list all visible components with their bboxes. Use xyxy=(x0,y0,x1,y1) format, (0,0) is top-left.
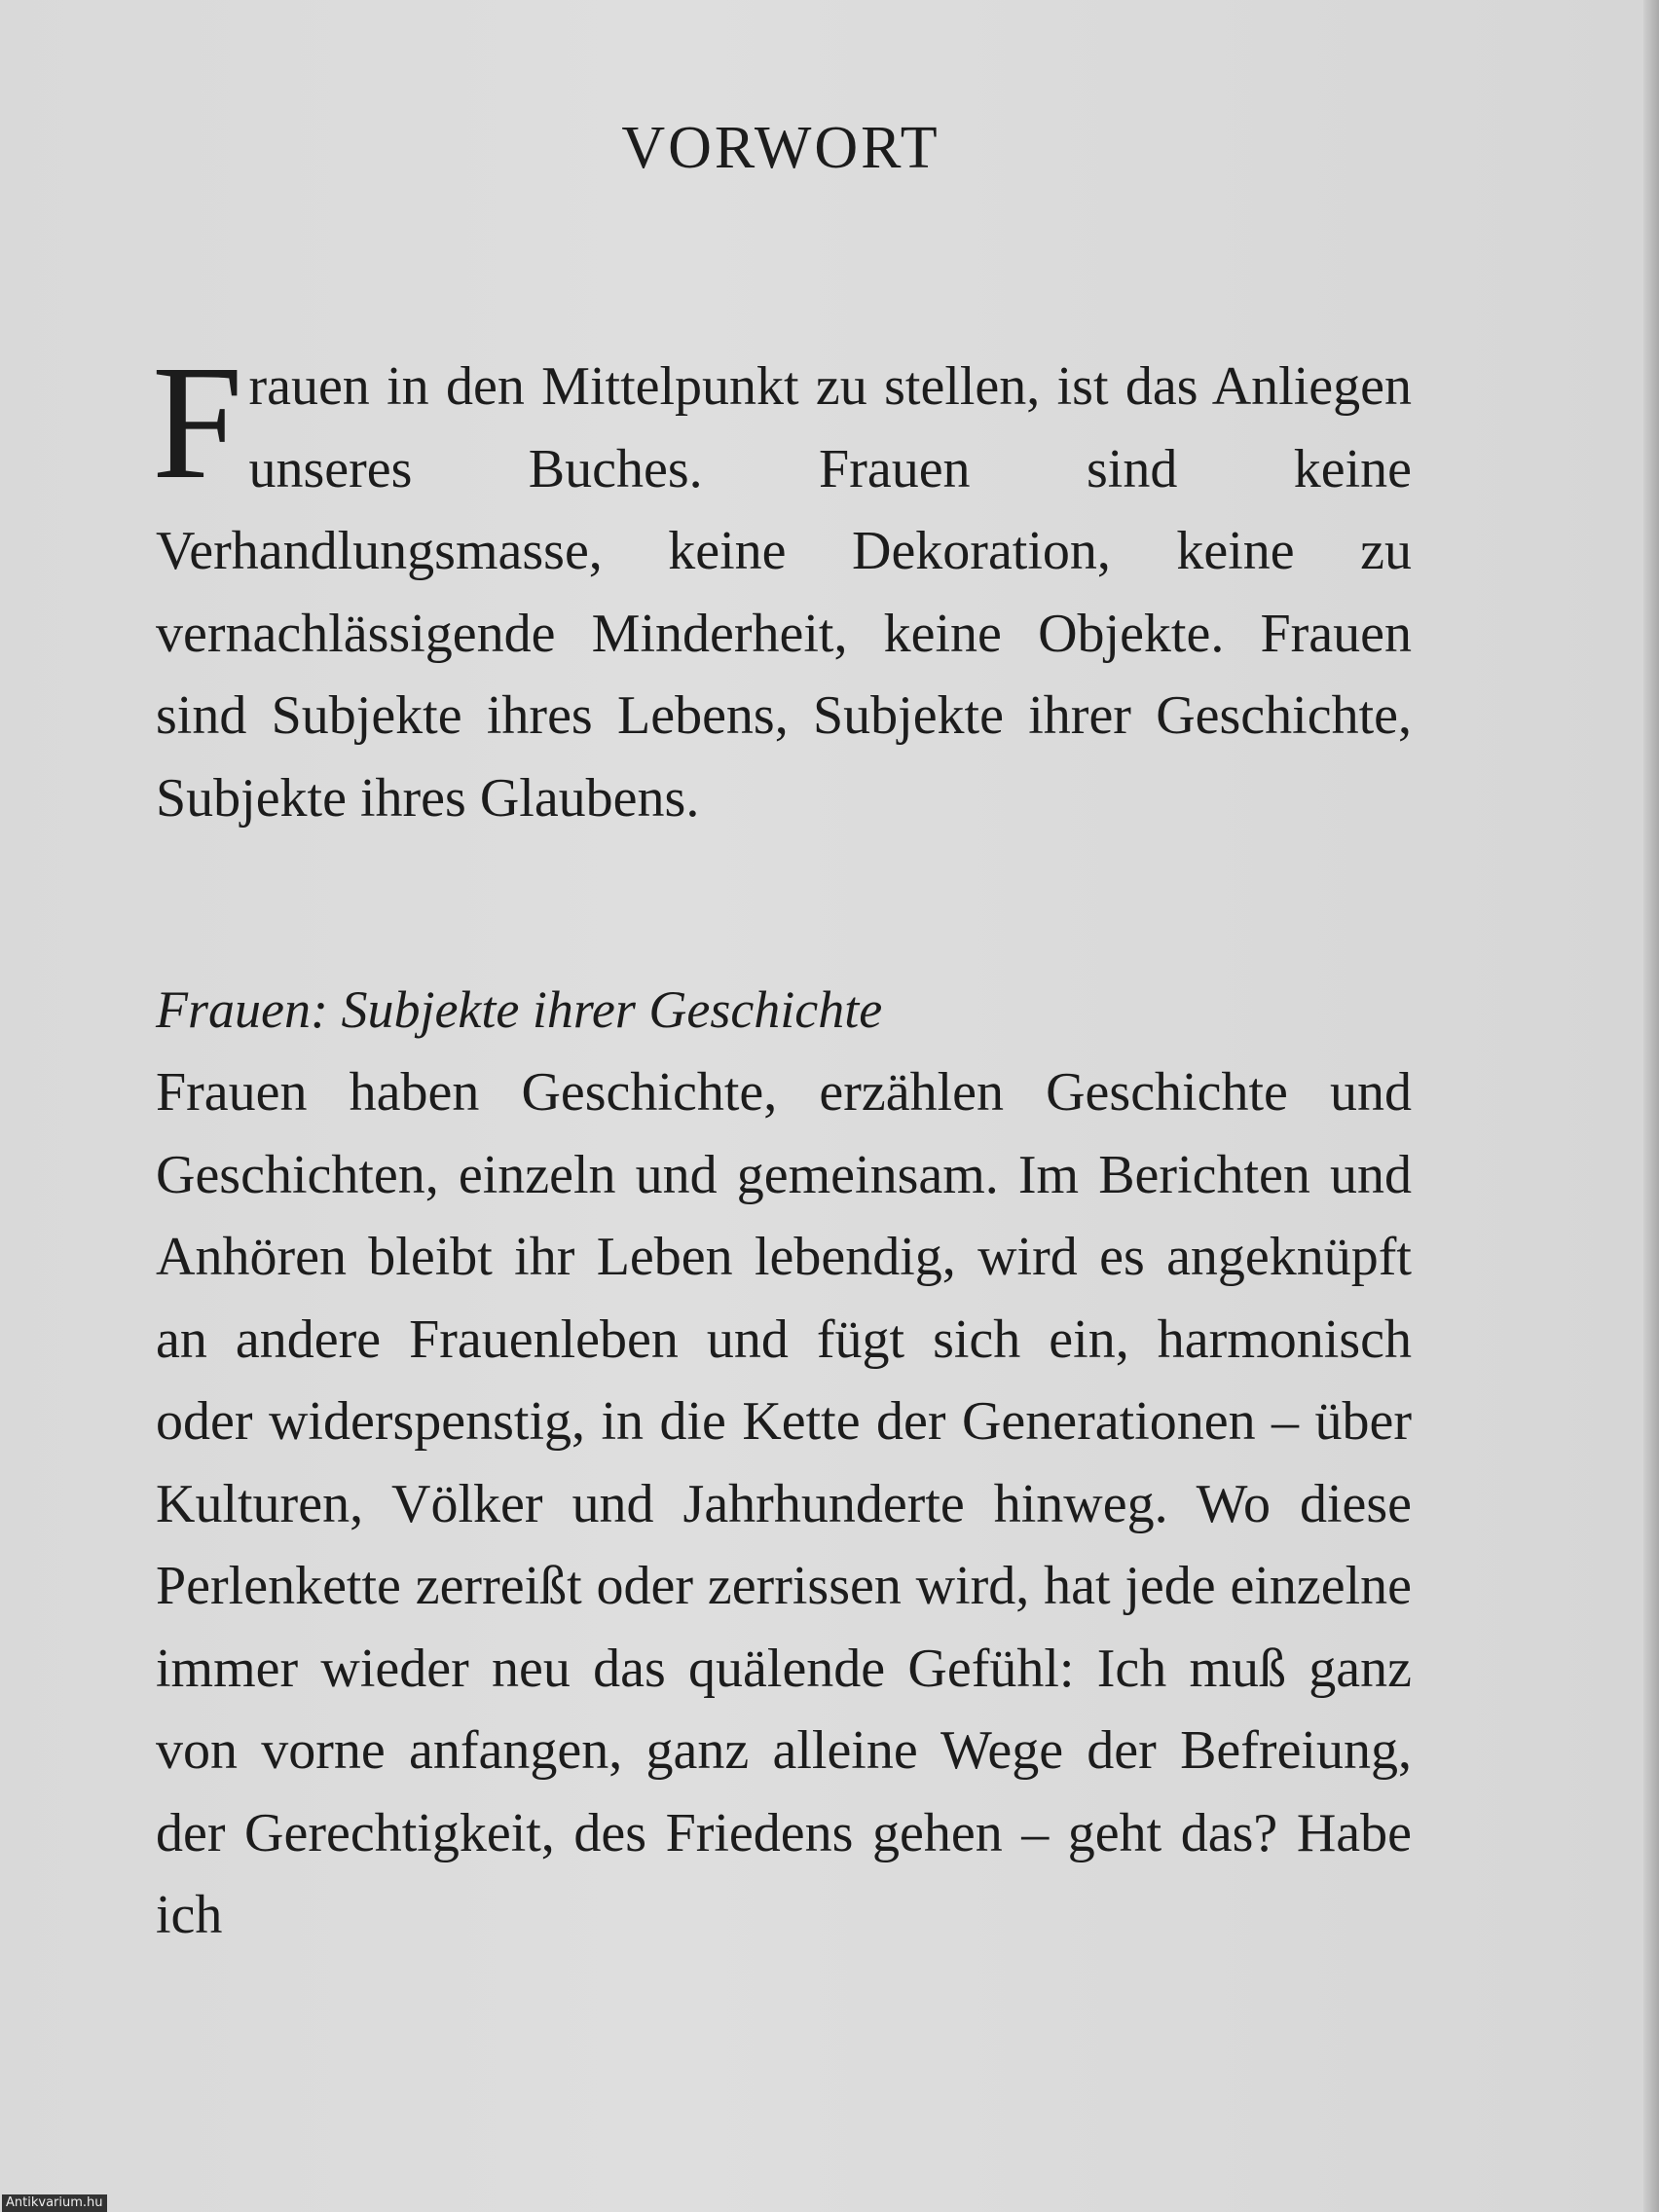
section-subheading: Frauen: Subjekte ihrer Geschichte xyxy=(156,980,883,1039)
drop-cap: F xyxy=(152,332,243,513)
page-edge xyxy=(1643,0,1659,2212)
watermark: Antikvarium.hu xyxy=(2,2194,107,2212)
intro-paragraph xyxy=(152,332,1412,839)
body-paragraph: Frauen haben Geschichte, erzählen Geschichte und Geschichten, einzeln und gemeinsam. Im Berichten und Anhören bleibt ihr Leben lebendig, wird es angeknüpft an andere Frauenleben und fügt sich ein, harmonisch oder widerspenstig, in die Kette der Generationen – über Kulturen, Völker und Jahrhunderte hinweg. Wo diese Perlenkette zerreißt oder zerrissen wird, hat jede einzelne immer wieder neu das quälende Gefühl: Ich muß ganz von vorne anfangen, ganz alleine Wege der Befreiung, der Gerechtigkeit, des Friedens gehen – geht das? Habe ich xyxy=(156,1062,1412,1945)
intro-paragraph-text: rauen in den Mittelpunkt zu stellen, ist das Anliegen unseres Buches. Frauen sind keine Verhandlungsmasse, keine Dekoration, keine zu vernachlässigende Minderheit, keine Objekte. Frauen sind Subjekte ihres Lebens, Subjekte ihrer Geschichte, Subjekte ihres Glaubens. xyxy=(156,356,1412,829)
chapter-heading: VORWORT xyxy=(621,115,940,181)
